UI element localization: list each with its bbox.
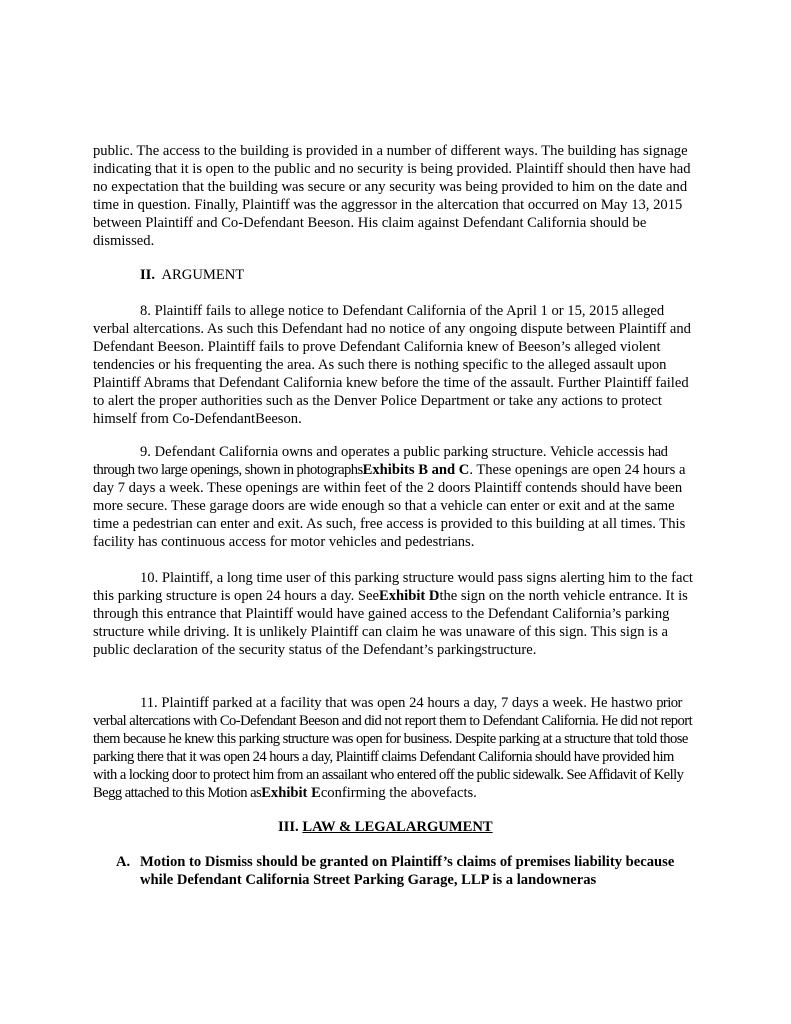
heading-ii-title: ARGUMENT bbox=[161, 267, 245, 283]
subsection-a-heading bbox=[116, 853, 696, 889]
paragraph-11-condensed: prior verbal altercations with Co-Defendant Beeson and did not report them to Defendant California. He did not report them because he knew this parking structure was open for business. Despite parking at a structure that told those parking there that it was open 24 hours a day, Plaintiff claims Defendant California should have provided him with a locking door to protect him from an assailant who entered off the public sidewalk. See Affidavit of Kelly Begg attached to this Motion as bbox=[93, 695, 693, 801]
paragraph-9-line1: 9. Defendant California owns and operates a public parking structure. Vehicle accessis bbox=[140, 444, 645, 460]
heading-ii-number: II. bbox=[140, 267, 156, 283]
exhibit-d-ref: Exhibit D bbox=[379, 588, 440, 604]
exhibit-e-ref: Exhibit E bbox=[261, 785, 321, 801]
paragraph-8: 8. Plaintiff fails to allege notice to Defendant California of the April 1 or 15, 2015 alleged verbal altercations. As such this Defendant had no notice of any ongoing dispute between Plaintiff and Defendant Beeson. Plaintiff fails to prove Defendant California knew of Beeson’s alleged violent tendencies or his frequenting the area. As such there is nothing specific to the alleged assault upon Plaintiff Abrams that Defendant California knew before the time of the assault. Further Plaintiff failed to alert the proper authorities such as the Denver Police Department or take any actions to protect himself from Co-DefendantBeeson. bbox=[93, 303, 691, 427]
heading-iii-number: III. bbox=[278, 819, 299, 835]
paragraph-10-start: 10. Plaintiff, a long time user of this parking structure would pass signs alerting him to the fact this parking structure is open 24 hours a day. See bbox=[93, 570, 693, 604]
heading-iii-title: LAW & LEGALARGUMENT bbox=[302, 819, 493, 835]
paragraph-9-rest: . These openings are open 24 hours a day 7 days a week. These openings are within feet of the 2 doors Plaintiff contends should have been more secure. These garage doors are wide enough so that a vehicle can enter or exit and at the same time a pedestrian can enter and exit. As such, free access is provided to this building at all times. This facility has continuous access for motor vehicles and pedestrians. bbox=[93, 462, 686, 550]
paragraph-11-end: confirming the abovefacts. bbox=[320, 785, 477, 801]
subsection-a-letter: A. bbox=[116, 854, 131, 870]
paragraph-11-line1: 11. Plaintiff parked at a facility that was open 24 hours a day, 7 days a week. He hastwo bbox=[140, 695, 653, 711]
paragraph-11 bbox=[93, 694, 697, 802]
exhibits-b-c-ref: Exhibits B and C bbox=[362, 462, 470, 478]
paragraph-10-rest: the sign on the north vehicle entrance. It is through this entrance that Plaintiff would have gained access to the Defendant California’s parking structure while driving. It is unlikely Plaintiff can claim he was unaware of this sign. This sign is a public declaration of the security status of the Defendant’s parkingstructure. bbox=[93, 588, 688, 658]
intro-paragraph: public. The access to the building is provided in a number of different ways. The building has signage indicating that it is open to the public and no security is being provided. Plaintiff should then have had no expectation that the building was secure or any security was being provided to him on the date and time in question. Finally, Plaintiff was the aggressor in the altercation that occurred on May 13, 2015 between Plaintiff and Co-Defendant Beeson. His claim against Defendant California should be dismissed. bbox=[93, 143, 691, 249]
paragraph-9 bbox=[93, 443, 697, 551]
section-heading-ii bbox=[140, 266, 244, 284]
subsection-a-text: Motion to Dismiss should be granted on Plaintiff’s claims of premises liability because while Defendant California Street Parking Garage, LLP is a landowneras bbox=[140, 854, 675, 888]
paragraph-9-condensed: had through two large openings, shown in photographs bbox=[93, 444, 668, 478]
paragraph-10 bbox=[93, 569, 697, 659]
section-heading-iii bbox=[278, 818, 493, 836]
